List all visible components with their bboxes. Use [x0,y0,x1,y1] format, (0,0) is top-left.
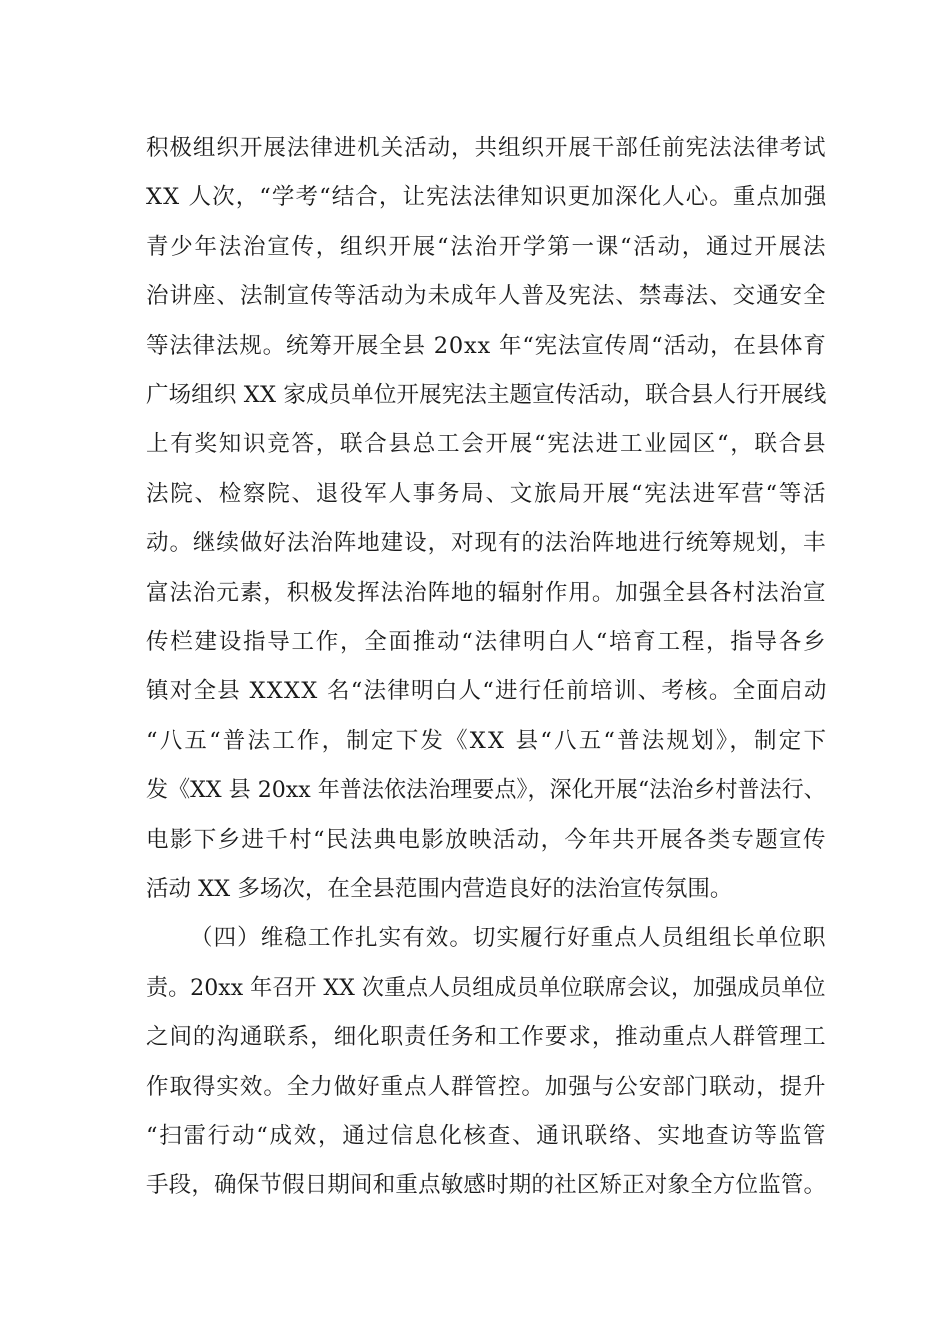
paragraph-line: “八五“普法工作，制定下发《XX 县“八五“普法规划》，制定下 [146,727,829,754]
paragraph-line: 积极组织开展法律进机关活动，共组织开展干部任前宪法法律考试 [146,135,827,161]
paragraph-line: “扫雷行动“成效，通过信息化核查、通讯联络、实地查访等监管 [146,1123,828,1149]
paragraph-line: 电影下乡进千村“民法典电影放映活动，今年共开展各类专题宣传 [146,826,827,853]
paragraph-line: 动。继续做好法治阵地建设，对现有的法治阵地进行统筹规划，丰 [146,530,827,557]
paragraph-line: 传栏建设指导工作，全面推动“法律明白人“培育工程，指导各乡 [146,629,828,655]
paragraph-line: 镇对全县 XXXX 名“法律明白人“进行任前培训、考核。全面启动 [146,678,828,705]
paragraph-line: 治讲座、法制宣传等活动为未成年人普及宪法、禁毒法、交通安全 [146,283,827,310]
paragraph-line: XX 人次，“学考“结合，让宪法法律知识更加深化人心。重点加强 [146,184,828,211]
paragraph-line: 之间的沟通联系，细化职责任务和工作要求，推动重点人群管理工 [146,1024,827,1051]
paragraph-line: 等法律法规。统筹开展全县 20xx 年“宪法宣传周“活动，在县体育 [146,332,827,359]
paragraph-line: 富法治元素，积极发挥法治阵地的辐射作用。加强全县各村法治宣 [146,579,827,606]
paragraph-line: 手段，确保节假日期间和重点敏感时期的社区矫正对象全方位监管。 [146,1172,827,1199]
paragraph-line: 青少年法治宣传，组织开展“法治开学第一课“活动，通过开展法 [146,233,828,260]
paragraph-line: 发《XX 县 20xx 年普法依法治理要点》，深化开展“法治乡村普法行、 [146,777,826,804]
paragraph-line: 责。20xx 年召开 XX 次重点人员组成员单位联席会议，加强成员单位 [146,974,826,1001]
paragraph-line: 法院、检察院、退役军人事务局、文旅局开展“宪法进军营“等活 [146,480,828,507]
paragraph-line-indented: （四）维稳工作扎实有效。切实履行好重点人员组组长单位职 [190,925,827,952]
paragraph-line: 上有奖知识竞答，联合县总工会开展“宪法进工业园区“，联合县 [146,431,828,458]
paragraph-line: 活动 XX 多场次，在全县范围内营造良好的法治宣传氛围。 [146,876,733,902]
paragraph-line: 广场组织 XX 家成员单位开展宪法主题宣传活动，联合县人行开展线 [146,382,827,408]
paragraph-line: 作取得实效。全力做好重点人群管控。加强与公安部门联动，提升 [146,1073,827,1100]
